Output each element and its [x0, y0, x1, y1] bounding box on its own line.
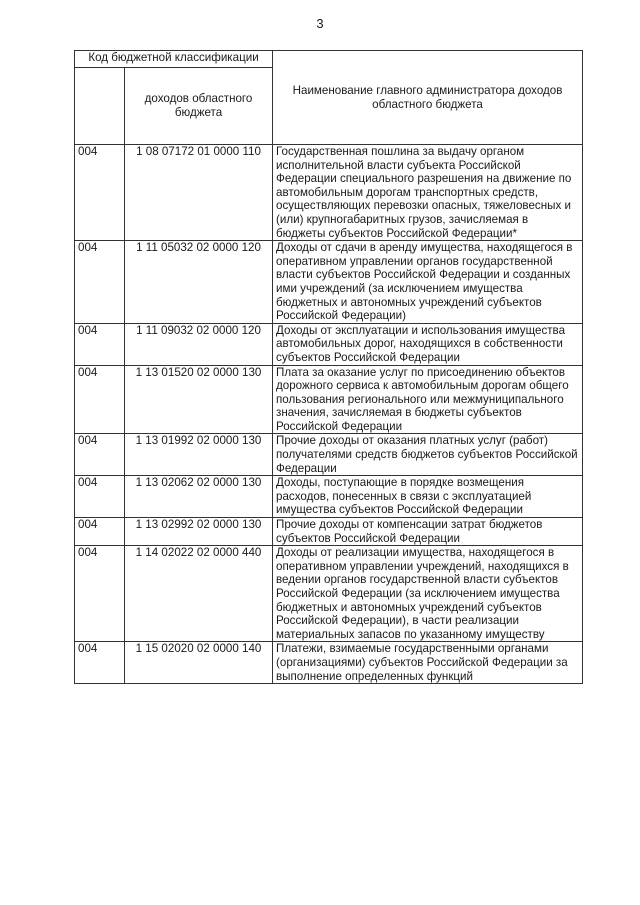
header-administrator-name: Наименование главного администратора доходов областного бюджета [273, 51, 583, 145]
table-row [75, 323, 583, 365]
income-name-cell: Государственная пошлина за выдачу органом исполнительной власти субъекта Российской Федерации специального разрешения на движение по автомобильным дорогам транспортных средств, осуществляющих перевозки опасных, тяжеловесных и (или) крупногабаритных грузов, зачисляемая в бюджеты субъектов Российской Федерации* [273, 145, 583, 241]
table-row [75, 434, 583, 476]
table-row [75, 518, 583, 546]
income-code-cell: 1 11 09032 02 0000 120 [125, 323, 273, 365]
admin-code-cell: 004 [75, 476, 125, 518]
header-admin-code [75, 68, 125, 145]
page-number: 3 [316, 16, 324, 31]
income-name-cell: Доходы, поступающие в порядке возмещения расходов, понесенных в связи с эксплуатацией имущества субъектов Российской Федерации [273, 476, 583, 518]
income-code-cell: 1 13 01992 02 0000 130 [125, 434, 273, 476]
income-name-cell: Прочие доходы от компенсации затрат бюджетов субъектов Российской Федерации [273, 518, 583, 546]
admin-code-cell: 004 [75, 145, 125, 241]
table-row [75, 642, 583, 684]
income-name-cell: Доходы от эксплуатации и использования имущества автомобильных дорог, находящихся в собственности субъектов Российской Федерации [273, 323, 583, 365]
table-row [75, 145, 583, 241]
income-code-cell: 1 13 01520 02 0000 130 [125, 365, 273, 434]
admin-code-cell: 004 [75, 365, 125, 434]
table-body [75, 145, 583, 684]
income-name-cell: Плата за оказание услуг по присоединению объектов дорожного сервиса к автомобильным дорогам общего пользования регионального или межмуниципального значения, зачисляемая в бюджеты субъектов Российской Федерации [273, 365, 583, 434]
table-row [75, 241, 583, 324]
income-name-cell: Доходы от сдачи в аренду имущества, находящегося в оперативном управлении органов государственной власти субъектов Российской Федерации и созданных ими учреждений (за исключением имущества бюджетных и автономных учреждений субъектов Российской Федерации) [273, 241, 583, 324]
income-name-cell: Платежи, взимаемые государственными органами (организациями) субъектов Российской Федерации за выполнение определенных функций [273, 642, 583, 684]
income-code-cell: 1 14 02022 02 0000 440 [125, 546, 273, 642]
admin-code-cell: 004 [75, 241, 125, 324]
table-row [75, 546, 583, 642]
header-income-code: доходов областного бюджета [125, 68, 273, 145]
admin-code-cell: 004 [75, 323, 125, 365]
income-name-cell: Доходы от реализации имущества, находящегося в оперативном управлении учреждений, находящихся в ведении органов государственной власти субъектов Российской Федерации (за исключением имущества бюджетных и автономных учреждений субъектов Российской Федерации), в части реализации материальных запасов по указанному имуществу [273, 546, 583, 642]
budget-classification-table [74, 50, 583, 684]
admin-code-cell: 004 [75, 518, 125, 546]
table-row [75, 476, 583, 518]
admin-code-cell: 004 [75, 642, 125, 684]
header-classification-code: Код бюджетной классификации [75, 51, 273, 68]
income-code-cell: 1 11 05032 02 0000 120 [125, 241, 273, 324]
table-row [75, 365, 583, 434]
income-code-cell: 1 15 02020 02 0000 140 [125, 642, 273, 684]
income-code-cell: 1 13 02062 02 0000 130 [125, 476, 273, 518]
admin-code-cell: 004 [75, 434, 125, 476]
income-name-cell: Прочие доходы от оказания платных услуг (работ) получателями средств бюджетов субъектов Российской Федерации [273, 434, 583, 476]
admin-code-cell: 004 [75, 546, 125, 642]
income-code-cell: 1 08 07172 01 0000 110 [125, 145, 273, 241]
income-code-cell: 1 13 02992 02 0000 130 [125, 518, 273, 546]
